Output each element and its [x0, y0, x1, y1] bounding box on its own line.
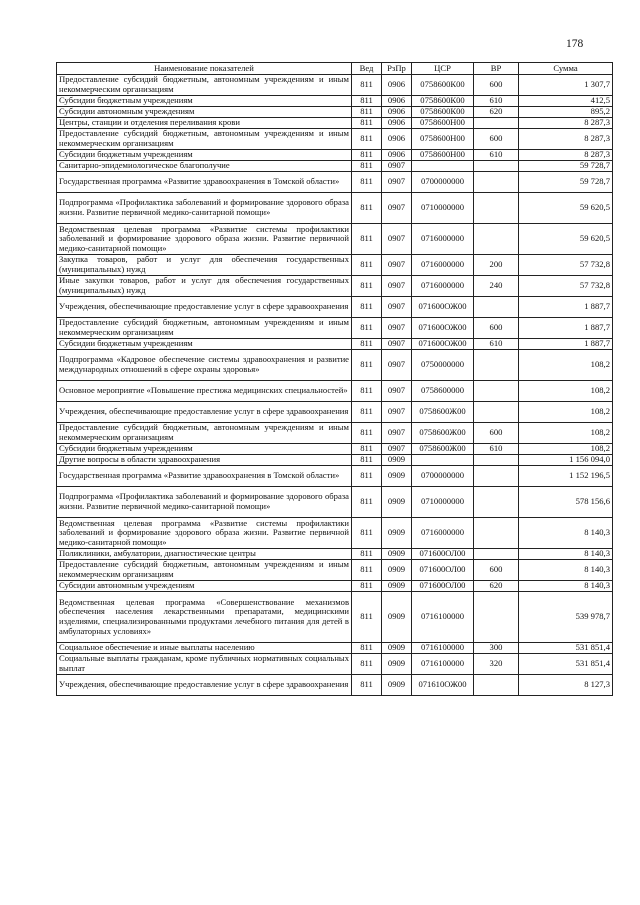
table-row [57, 581, 613, 592]
indicator-name-cell: Учреждения, обеспечивающие предоставление услуг в сфере здравоохранения [57, 402, 352, 423]
indicator-name-cell: Предоставление субсидий бюджетным, автономным учреждениям и иным некоммерческим организациям [57, 423, 352, 444]
csr-cell: 071600ОЛ00 [412, 581, 474, 592]
indicator-name-cell: Субсидии бюджетным учреждениям [57, 96, 352, 107]
csr-cell: 0716000000 [412, 255, 474, 276]
indicator-name-cell: Предоставление субсидий бюджетным, автономным учреждениям и иным некоммерческим организациям [57, 129, 352, 150]
ved-cell: 811 [352, 560, 382, 581]
sum-cell: 1 156 094,0 [519, 455, 613, 466]
sum-cell: 8 287,3 [519, 129, 613, 150]
sum-cell: 8 140,3 [519, 549, 613, 560]
vr-cell: 600 [474, 75, 519, 96]
sum-cell: 8 287,3 [519, 150, 613, 161]
table-row [57, 455, 613, 466]
sum-cell: 108,2 [519, 350, 613, 381]
ved-cell: 811 [352, 107, 382, 118]
rzpr-cell: 0907 [382, 381, 412, 402]
ved-cell: 811 [352, 318, 382, 339]
table-row [57, 675, 613, 696]
sum-cell: 108,2 [519, 423, 613, 444]
vr-cell [474, 118, 519, 129]
rzpr-cell: 0909 [382, 487, 412, 518]
table-row [57, 255, 613, 276]
vr-cell [474, 224, 519, 255]
csr-cell: 0710000000 [412, 487, 474, 518]
rzpr-cell: 0907 [382, 224, 412, 255]
csr-cell: 071600ОЛ00 [412, 560, 474, 581]
vr-cell: 620 [474, 107, 519, 118]
ved-cell: 811 [352, 466, 382, 487]
ved-cell: 811 [352, 129, 382, 150]
sum-cell: 57 732,8 [519, 255, 613, 276]
table-row [57, 339, 613, 350]
sum-cell: 531 851,4 [519, 654, 613, 675]
csr-cell: 0716000000 [412, 224, 474, 255]
table-row [57, 150, 613, 161]
csr-cell: 071600ОЖ00 [412, 297, 474, 318]
csr-cell: 071600ОЖ00 [412, 318, 474, 339]
vr-cell: 320 [474, 654, 519, 675]
table-row [57, 466, 613, 487]
vr-cell [474, 381, 519, 402]
table-row [57, 193, 613, 224]
csr-cell: 0716100000 [412, 643, 474, 654]
ved-cell: 811 [352, 381, 382, 402]
sum-cell: 59 728,7 [519, 172, 613, 193]
ved-cell: 811 [352, 255, 382, 276]
sum-cell: 108,2 [519, 402, 613, 423]
ved-cell: 811 [352, 518, 382, 549]
ved-cell: 811 [352, 549, 382, 560]
table-row [57, 161, 613, 172]
sum-cell: 412,5 [519, 96, 613, 107]
ved-cell: 811 [352, 675, 382, 696]
csr-cell: 0758600Н00 [412, 129, 474, 150]
column-header-csr: ЦСР [412, 63, 474, 75]
table-row [57, 224, 613, 255]
sum-cell: 59 620,5 [519, 224, 613, 255]
indicator-name-cell: Поликлиники, амбулатории, диагностические центры [57, 549, 352, 560]
table-row [57, 549, 613, 560]
csr-cell: 071600ОЛ00 [412, 549, 474, 560]
csr-cell: 071610ОЖ00 [412, 675, 474, 696]
rzpr-cell: 0909 [382, 643, 412, 654]
table-row [57, 592, 613, 643]
sum-cell: 1 887,7 [519, 318, 613, 339]
table-row [57, 118, 613, 129]
vr-cell [474, 161, 519, 172]
indicator-name-cell: Субсидии автономным учреждениям [57, 581, 352, 592]
csr-cell: 0716000000 [412, 518, 474, 549]
table-row [57, 172, 613, 193]
indicator-name-cell: Ведомственная целевая программа «Развитие системы профилактики заболеваний и формирование здорового образа жизни. Развитие первичной медико-санитарной помощи» [57, 224, 352, 255]
rzpr-cell: 0907 [382, 255, 412, 276]
indicator-name-cell: Субсидии автономным учреждениям [57, 107, 352, 118]
column-header-vr: ВР [474, 63, 519, 75]
sum-cell: 8 140,3 [519, 518, 613, 549]
csr-cell: 0758600Ж00 [412, 444, 474, 455]
sum-cell: 59 620,5 [519, 193, 613, 224]
indicator-name-cell: Подпрограмма «Профилактика заболеваний и формирование здорового образа жизни. Развитие первичной медико-санитарной помощи» [57, 193, 352, 224]
table-row [57, 96, 613, 107]
indicator-name-cell: Санитарно-эпидемиологическое благополучие [57, 161, 352, 172]
ved-cell: 811 [352, 96, 382, 107]
table-header-row [57, 63, 613, 75]
vr-cell: 620 [474, 581, 519, 592]
sum-cell: 1 307,7 [519, 75, 613, 96]
table-row [57, 560, 613, 581]
rzpr-cell: 0906 [382, 129, 412, 150]
table-row [57, 75, 613, 96]
sum-cell: 57 732,8 [519, 276, 613, 297]
indicator-name-cell: Учреждения, обеспечивающие предоставление услуг в сфере здравоохранения [57, 297, 352, 318]
sum-cell: 1 887,7 [519, 339, 613, 350]
table-row [57, 444, 613, 455]
table-row [57, 518, 613, 549]
indicator-name-cell: Социальные выплаты гражданам, кроме публичных нормативных социальных выплат [57, 654, 352, 675]
indicator-name-cell: Социальное обеспечение и иные выплаты населению [57, 643, 352, 654]
rzpr-cell: 0909 [382, 549, 412, 560]
rzpr-cell: 0906 [382, 118, 412, 129]
sum-cell: 8 140,3 [519, 581, 613, 592]
vr-cell: 600 [474, 560, 519, 581]
csr-cell: 0716100000 [412, 592, 474, 643]
column-header-sum: Сумма [519, 63, 613, 75]
sum-cell: 1 887,7 [519, 297, 613, 318]
column-header-name: Наименование показателей [57, 63, 352, 75]
sum-cell: 8 127,3 [519, 675, 613, 696]
vr-cell: 610 [474, 444, 519, 455]
indicator-name-cell: Предоставление субсидий бюджетным, автономным учреждениям и иным некоммерческим организациям [57, 75, 352, 96]
table-row [57, 297, 613, 318]
csr-cell: 071600ОЖ00 [412, 339, 474, 350]
rzpr-cell: 0907 [382, 193, 412, 224]
csr-cell: 0758600К00 [412, 75, 474, 96]
vr-cell: 240 [474, 276, 519, 297]
rzpr-cell: 0907 [382, 161, 412, 172]
sum-cell: 59 728,7 [519, 161, 613, 172]
table-row [57, 402, 613, 423]
ved-cell: 811 [352, 172, 382, 193]
vr-cell [474, 592, 519, 643]
ved-cell: 811 [352, 423, 382, 444]
rzpr-cell: 0906 [382, 75, 412, 96]
vr-cell [474, 549, 519, 560]
rzpr-cell: 0907 [382, 423, 412, 444]
budget-table [56, 62, 613, 696]
ved-cell: 811 [352, 643, 382, 654]
indicator-name-cell: Субсидии бюджетным учреждениям [57, 444, 352, 455]
indicator-name-cell: Иные закупки товаров, работ и услуг для обеспечения государственных (муниципальных) нужд [57, 276, 352, 297]
rzpr-cell: 0907 [382, 339, 412, 350]
csr-cell: 0700000000 [412, 172, 474, 193]
csr-cell: 0750000000 [412, 350, 474, 381]
indicator-name-cell: Предоставление субсидий бюджетным, автономным учреждениям и иным некоммерческим организациям [57, 560, 352, 581]
sum-cell: 895,2 [519, 107, 613, 118]
ved-cell: 811 [352, 161, 382, 172]
vr-cell [474, 172, 519, 193]
rzpr-cell: 0907 [382, 172, 412, 193]
ved-cell: 811 [352, 150, 382, 161]
rzpr-cell: 0909 [382, 455, 412, 466]
sum-cell: 578 156,6 [519, 487, 613, 518]
rzpr-cell: 0909 [382, 581, 412, 592]
csr-cell: 0758600Ж00 [412, 402, 474, 423]
rzpr-cell: 0909 [382, 592, 412, 643]
vr-cell [474, 487, 519, 518]
indicator-name-cell: Основное мероприятие «Повышение престижа медицинских специальностей» [57, 381, 352, 402]
table-row [57, 381, 613, 402]
vr-cell: 300 [474, 643, 519, 654]
rzpr-cell: 0906 [382, 107, 412, 118]
table-row [57, 487, 613, 518]
rzpr-cell: 0907 [382, 444, 412, 455]
ved-cell: 811 [352, 118, 382, 129]
table-row [57, 107, 613, 118]
vr-cell [474, 402, 519, 423]
sum-cell: 1 152 196,5 [519, 466, 613, 487]
csr-cell: 0758600Ж00 [412, 423, 474, 444]
vr-cell: 610 [474, 96, 519, 107]
csr-cell: 0710000000 [412, 193, 474, 224]
indicator-name-cell: Подпрограмма «Кадровое обеспечение системы здравоохранения и развитие международных отношений в сфере охраны здоровья» [57, 350, 352, 381]
table-row [57, 318, 613, 339]
csr-cell: 0758600Н00 [412, 150, 474, 161]
table-body [57, 75, 613, 696]
sum-cell: 8 140,3 [519, 560, 613, 581]
csr-cell [412, 455, 474, 466]
ved-cell: 811 [352, 592, 382, 643]
ved-cell: 811 [352, 444, 382, 455]
csr-cell [412, 161, 474, 172]
vr-cell: 200 [474, 255, 519, 276]
indicator-name-cell: Государственная программа «Развитие здравоохранения в Томской области» [57, 466, 352, 487]
vr-cell [474, 193, 519, 224]
ved-cell: 811 [352, 350, 382, 381]
ved-cell: 811 [352, 654, 382, 675]
indicator-name-cell: Подпрограмма «Профилактика заболеваний и формирование здорового образа жизни. Развитие первичной медико-санитарной помощи» [57, 487, 352, 518]
rzpr-cell: 0906 [382, 150, 412, 161]
ved-cell: 811 [352, 402, 382, 423]
indicator-name-cell: Другие вопросы в области здравоохранения [57, 455, 352, 466]
indicator-name-cell: Субсидии бюджетным учреждениям [57, 339, 352, 350]
indicator-name-cell: Закупка товаров, работ и услуг для обеспечения государственных (муниципальных) нужд [57, 255, 352, 276]
table-row [57, 643, 613, 654]
column-header-rzpr: РзПр [382, 63, 412, 75]
sum-cell: 531 851,4 [519, 643, 613, 654]
sum-cell: 108,2 [519, 381, 613, 402]
column-header-ved: Вед [352, 63, 382, 75]
ved-cell: 811 [352, 455, 382, 466]
page-number: 178 [566, 38, 584, 50]
csr-cell: 0700000000 [412, 466, 474, 487]
rzpr-cell: 0907 [382, 402, 412, 423]
sum-cell: 539 978,7 [519, 592, 613, 643]
rzpr-cell: 0906 [382, 96, 412, 107]
rzpr-cell: 0907 [382, 297, 412, 318]
ved-cell: 811 [352, 339, 382, 350]
vr-cell [474, 350, 519, 381]
csr-cell: 0716000000 [412, 276, 474, 297]
csr-cell: 0758600000 [412, 381, 474, 402]
rzpr-cell: 0907 [382, 350, 412, 381]
indicator-name-cell: Предоставление субсидий бюджетным, автономным учреждениям и иным некоммерческим организациям [57, 318, 352, 339]
indicator-name-cell: Центры, станции и отделения переливания крови [57, 118, 352, 129]
vr-cell: 600 [474, 318, 519, 339]
vr-cell: 610 [474, 339, 519, 350]
vr-cell [474, 675, 519, 696]
vr-cell [474, 455, 519, 466]
vr-cell [474, 518, 519, 549]
csr-cell: 0758600К00 [412, 96, 474, 107]
csr-cell: 0758600Н00 [412, 118, 474, 129]
ved-cell: 811 [352, 75, 382, 96]
ved-cell: 811 [352, 297, 382, 318]
table-row [57, 276, 613, 297]
indicator-name-cell: Учреждения, обеспечивающие предоставление услуг в сфере здравоохранения [57, 675, 352, 696]
rzpr-cell: 0907 [382, 276, 412, 297]
rzpr-cell: 0909 [382, 560, 412, 581]
vr-cell [474, 466, 519, 487]
indicator-name-cell: Ведомственная целевая программа «Развитие системы профилактики заболеваний и формирование здорового образа жизни. Развитие первичной медико-санитарной помощи» [57, 518, 352, 549]
ved-cell: 811 [352, 276, 382, 297]
csr-cell: 0716100000 [412, 654, 474, 675]
ved-cell: 811 [352, 224, 382, 255]
vr-cell [474, 297, 519, 318]
table-row [57, 654, 613, 675]
indicator-name-cell: Ведомственная целевая программа «Совершенствование механизмов обеспечения населения лекарственными препаратами, медицинскими изделиями, специализированными продуктами лечебного питания для детей в амбулаторных условиях» [57, 592, 352, 643]
sum-cell: 108,2 [519, 444, 613, 455]
table-row [57, 423, 613, 444]
rzpr-cell: 0909 [382, 675, 412, 696]
rzpr-cell: 0909 [382, 654, 412, 675]
csr-cell: 0758600К00 [412, 107, 474, 118]
vr-cell: 600 [474, 423, 519, 444]
vr-cell: 610 [474, 150, 519, 161]
table-row [57, 129, 613, 150]
table-row [57, 350, 613, 381]
ved-cell: 811 [352, 193, 382, 224]
rzpr-cell: 0909 [382, 518, 412, 549]
rzpr-cell: 0907 [382, 318, 412, 339]
vr-cell: 600 [474, 129, 519, 150]
ved-cell: 811 [352, 581, 382, 592]
rzpr-cell: 0909 [382, 466, 412, 487]
ved-cell: 811 [352, 487, 382, 518]
indicator-name-cell: Государственная программа «Развитие здравоохранения в Томской области» [57, 172, 352, 193]
sum-cell: 8 287,3 [519, 118, 613, 129]
indicator-name-cell: Субсидии бюджетным учреждениям [57, 150, 352, 161]
